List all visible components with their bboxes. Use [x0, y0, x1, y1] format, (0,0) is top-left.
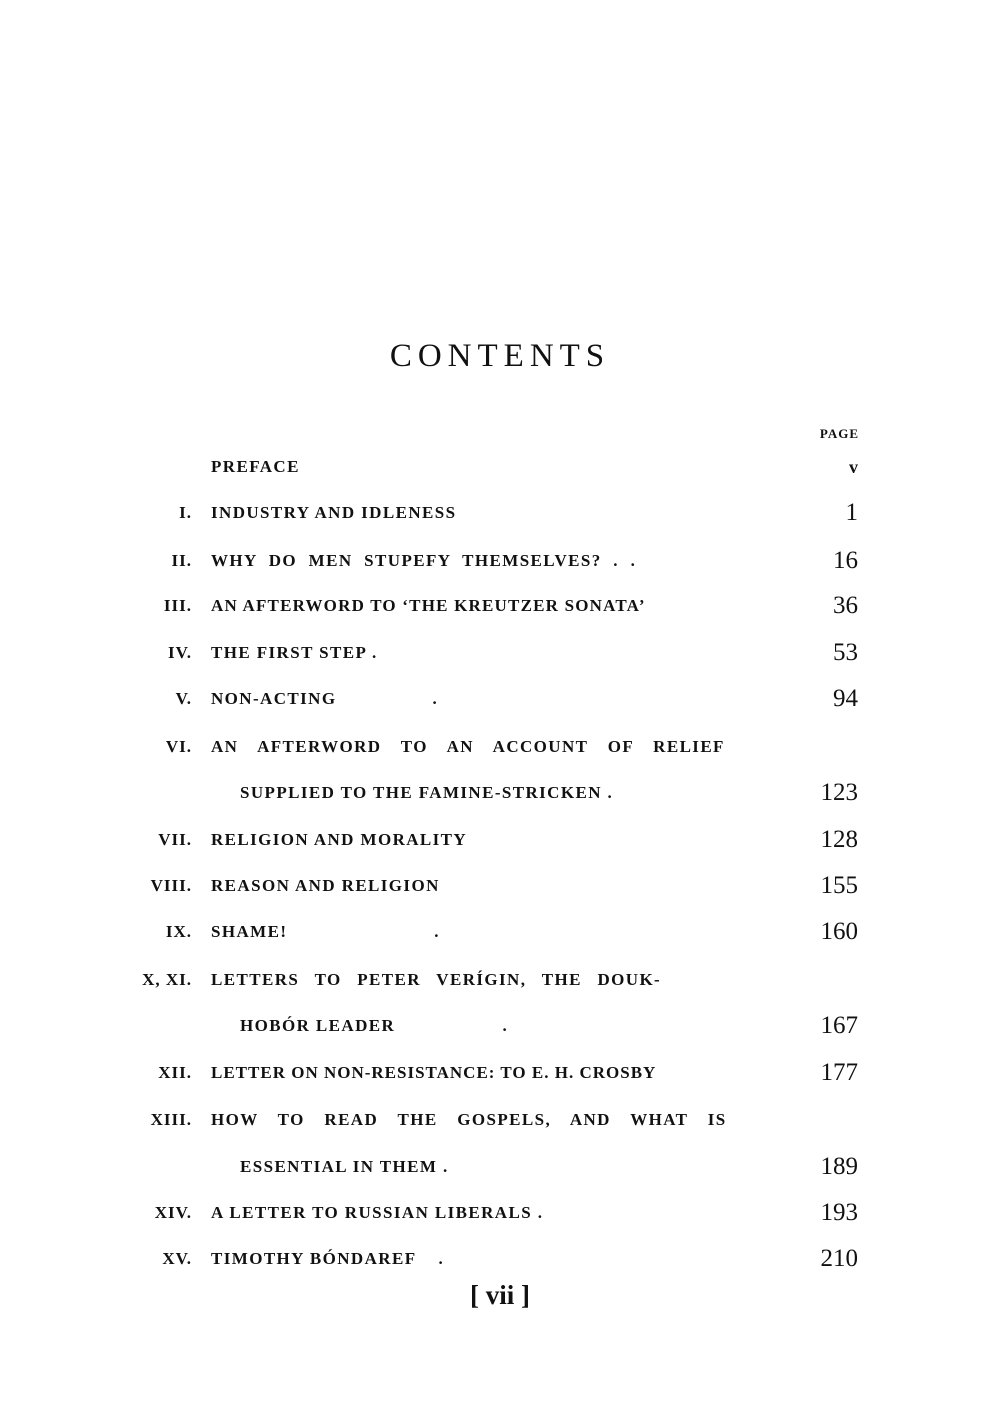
toc-entry-page: 210 [820, 1245, 858, 1272]
toc-entry-page: 36 [833, 592, 858, 619]
toc-entry-number: VII. [158, 830, 192, 849]
toc-entry[interactable] [0, 1059, 1000, 1103]
toc-entry[interactable] [0, 1199, 1000, 1243]
toc-entry-title: LETTERS TO PETER VERÍGIN, THE DOUK- [211, 970, 662, 989]
toc-entry[interactable] [0, 685, 1000, 729]
toc-entry-number: I. [179, 503, 192, 522]
toc-entry-number: XIII. [150, 1110, 192, 1129]
toc-entry-page: 123 [820, 779, 858, 806]
toc-entry[interactable] [0, 592, 1000, 636]
toc-entry-continuation[interactable] [0, 779, 1000, 823]
toc-entry-title: PREFACE [211, 457, 300, 476]
toc-entry[interactable] [0, 1110, 1000, 1150]
toc-entry-page: 16 [833, 547, 858, 574]
toc-entry-continuation[interactable] [0, 1153, 1000, 1197]
toc-entry-page: 53 [833, 639, 858, 666]
toc-entry-title: HOW TO READ THE GOSPELS, AND WHAT IS [211, 1110, 727, 1129]
toc-entry-title: WHY DO MEN STUPEFY THEMSELVES? . . [211, 551, 637, 570]
toc-entry-number: XIV. [154, 1203, 192, 1222]
toc-entry-number: III. [163, 596, 192, 615]
toc-entry[interactable] [0, 970, 1000, 1010]
toc-entry-title-continued: ESSENTIAL IN THEM . [240, 1157, 449, 1176]
toc-entry-number: VIII. [150, 876, 192, 895]
toc-entry-page: v [849, 457, 858, 477]
toc-entry-number: IV. [168, 643, 192, 662]
page-folio: [ vii ] [470, 1280, 530, 1310]
toc-entry[interactable] [0, 826, 1000, 870]
toc-entry-title: SHAME! . [211, 922, 440, 941]
toc-entry-title-continued: HOBÓR LEADER . [240, 1016, 509, 1035]
toc-entry-title-continued: SUPPLIED TO THE FAMINE-STRICKEN . [240, 783, 614, 802]
toc-entry-number: XV. [162, 1249, 192, 1268]
toc-entry-preface[interactable] [0, 457, 1000, 497]
toc-entry-title: THE FIRST STEP . [211, 643, 378, 662]
toc-entry[interactable] [0, 499, 1000, 543]
toc-entry-number: II. [171, 551, 192, 570]
toc-entry-title: INDUSTRY AND IDLENESS [211, 503, 457, 522]
toc-entry-page: 193 [820, 1199, 858, 1226]
toc-entry-number: VI. [165, 737, 192, 756]
toc-entry-page: 160 [820, 918, 858, 945]
toc-entry-title: TIMOTHY BÓNDAREF . [211, 1249, 445, 1268]
toc-entry-number: V. [175, 689, 192, 708]
toc-entry-page: 189 [820, 1153, 858, 1180]
toc-entry-page: 94 [833, 685, 858, 712]
page-column-label: PAGE [819, 426, 859, 441]
toc-entry-title: A LETTER TO RUSSIAN LIBERALS . [211, 1203, 544, 1222]
toc-entry-title: AN AFTERWORD TO ‘THE KREUTZER SONATA’ [211, 596, 646, 615]
toc-entry-continuation[interactable] [0, 1012, 1000, 1056]
toc-entry[interactable] [0, 737, 1000, 777]
toc-entry-number: X, XI. [142, 970, 192, 989]
toc-entry-page: 167 [820, 1012, 858, 1039]
toc-entry-number: XII. [158, 1063, 192, 1082]
toc-entry-page: 128 [820, 826, 858, 853]
toc-entry-page: 177 [820, 1059, 858, 1086]
contents-heading: CONTENTS [389, 338, 611, 374]
toc-entry-number: IX. [165, 922, 192, 941]
toc-entry-page: 155 [820, 872, 858, 899]
toc-entry-title: AN AFTERWORD TO AN ACCOUNT OF RELIEF [211, 737, 725, 756]
toc-entry-title: LETTER ON NON-RESISTANCE: TO E. H. CROSBY [211, 1063, 657, 1082]
toc-entry-page: 1 [845, 499, 858, 526]
toc-entry[interactable] [0, 547, 1000, 591]
toc-entry[interactable] [0, 872, 1000, 916]
toc-entry[interactable] [0, 918, 1000, 962]
toc-entry-title: RELIGION AND MORALITY [211, 830, 468, 849]
toc-entry-title: NON-ACTING . [211, 689, 439, 708]
toc-entry[interactable] [0, 639, 1000, 683]
toc-entry-title: REASON AND RELIGION [211, 876, 440, 895]
